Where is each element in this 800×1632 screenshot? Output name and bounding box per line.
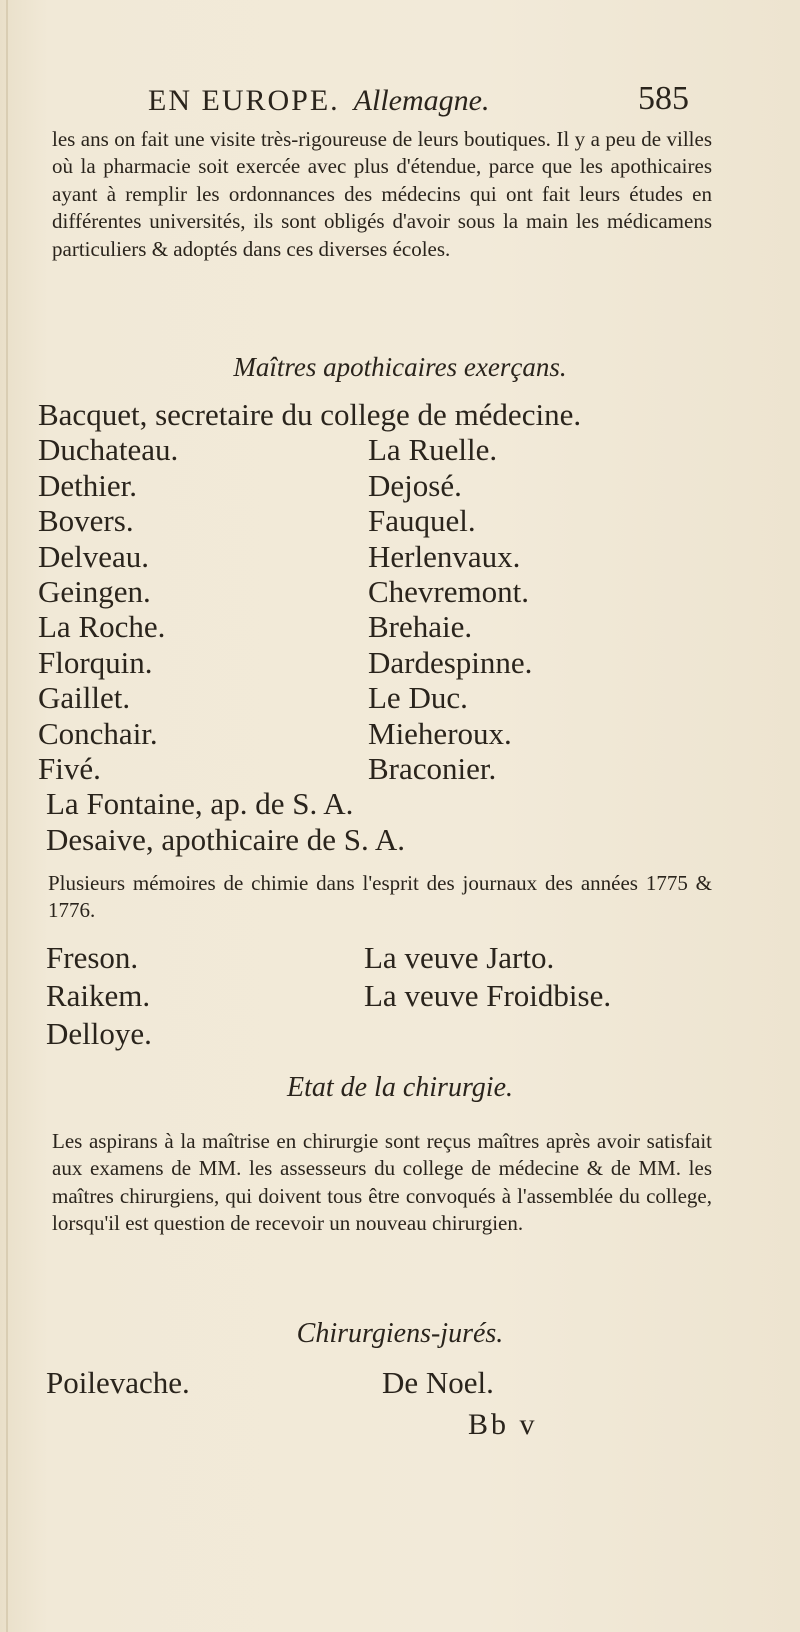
name-right: Chevremont. bbox=[368, 573, 529, 609]
bacquet-line: Bacquet, secretaire du college de médecine. bbox=[38, 397, 582, 432]
signature-mark: Bb v bbox=[468, 1408, 538, 1441]
page-gutter bbox=[6, 0, 8, 1632]
list-item bbox=[38, 432, 738, 467]
name-left: Poilevache. bbox=[46, 1365, 190, 1400]
name-left: Delveau. bbox=[38, 538, 150, 574]
name-left: Florquin. bbox=[38, 644, 153, 680]
name-right: La veuve Jarto. bbox=[364, 940, 555, 975]
name-right: De Noel. bbox=[382, 1365, 494, 1400]
memoires-note: Plusieurs mémoires de chimie dans l'esprit des journaux des années 1775 & 1776. bbox=[48, 871, 712, 923]
name-right: Fauquel. bbox=[368, 503, 476, 539]
name-right: Brehaie. bbox=[368, 609, 473, 645]
list-item bbox=[38, 822, 738, 857]
name-left: Fivé. bbox=[38, 750, 101, 786]
chirurgiens-jures-heading: Chirurgiens-jurés. bbox=[296, 1318, 504, 1349]
list-item bbox=[38, 645, 738, 680]
name-left: Conchair. bbox=[38, 715, 158, 751]
list-item bbox=[38, 751, 738, 786]
running-title bbox=[148, 84, 489, 118]
list-item bbox=[38, 503, 738, 538]
name-right: Braconier. bbox=[368, 750, 497, 786]
fontaine-line: La Fontaine, ap. de S. A. bbox=[46, 786, 354, 822]
name-right: La veuve Froidbise. bbox=[364, 978, 612, 1013]
list-item bbox=[38, 609, 738, 644]
page-header bbox=[0, 78, 800, 128]
name-right: Le Duc. bbox=[368, 680, 468, 716]
name-left: Bovers. bbox=[38, 503, 134, 539]
name-right: Mieheroux. bbox=[368, 715, 512, 751]
list-item bbox=[38, 574, 738, 609]
list-item bbox=[38, 468, 738, 503]
running-title-italic: Allemagne. bbox=[353, 84, 490, 117]
name-left: Raikem. bbox=[46, 978, 151, 1013]
desaive-line: Desaive, apothicaire de S. A. bbox=[46, 821, 405, 857]
name-right: Herlenvaux. bbox=[368, 538, 521, 574]
chirurgie-heading: Etat de la chirurgie. bbox=[286, 1072, 514, 1103]
name-left: Delloye. bbox=[46, 1016, 152, 1051]
list-item bbox=[46, 1016, 746, 1054]
page-number: 585 bbox=[638, 80, 689, 117]
list-item bbox=[38, 680, 738, 715]
apothicaires-heading: Maîtres apothicaires exerçans. bbox=[233, 352, 567, 382]
list-item bbox=[46, 1365, 746, 1400]
name-left: La Roche. bbox=[38, 609, 166, 645]
name-right: La Ruelle. bbox=[368, 432, 498, 468]
name-right: Dardespinne. bbox=[368, 644, 533, 680]
list-item bbox=[38, 539, 738, 574]
list-item bbox=[38, 397, 738, 432]
list-item bbox=[38, 786, 738, 821]
name-left: Gaillet. bbox=[38, 680, 131, 716]
chirurgiens-list bbox=[46, 1365, 746, 1400]
list-item bbox=[38, 716, 738, 751]
name-left: Geingen. bbox=[38, 573, 151, 609]
list-item bbox=[46, 978, 746, 1016]
name-left: Freson. bbox=[46, 940, 139, 975]
name-left: Dethier. bbox=[38, 467, 137, 503]
name-right: Dejosé. bbox=[368, 467, 462, 503]
intro-paragraph: les ans on fait une visite très-rigoureuse de leurs boutiques. Il y a peu de villes où la pharmacie soit exercée avec plus d'étendue, parce que les apothicaires ayant à remplir les ordonnances des médecins qui ont fait leurs études en différentes universités, ils sont obligés d'avoir sous la main les médicamens particuliers & adoptés dans ces diverses écoles. bbox=[52, 127, 712, 261]
running-title-caps: EN EUROPE. bbox=[148, 84, 340, 117]
chirurgie-paragraph: Les aspirans à la maîtrise en chirurgie sont reçus maîtres après avoir satisfait aux examens de MM. les assesseurs du college de médecine & de MM. les maîtres chirurgiens, qui doivent tous être convoqués à l'assemblée du college, lorsqu'il est question de recevoir un nouveau chirurgien. bbox=[52, 1129, 712, 1236]
name-left: Duchateau. bbox=[38, 432, 179, 468]
apothicaires-list bbox=[38, 397, 738, 857]
list-item bbox=[46, 940, 746, 978]
apothicaires-list-2 bbox=[46, 940, 746, 1054]
